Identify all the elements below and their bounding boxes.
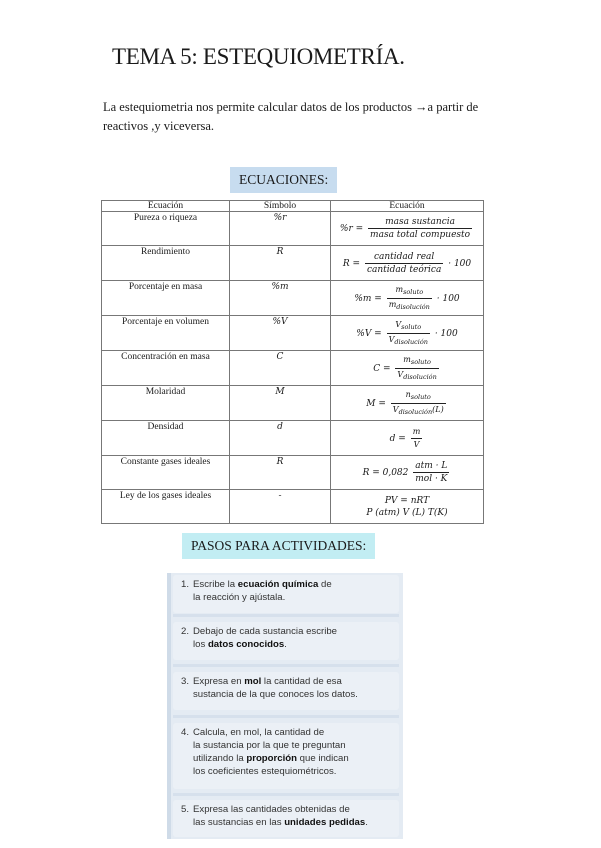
denominator-tail: (L) <box>432 404 444 414</box>
header-equation: Ecuación <box>331 201 484 212</box>
row-name: Constante gases ideales <box>102 456 230 490</box>
table-row <box>102 490 484 524</box>
formula-numerator: n <box>405 389 411 399</box>
step-2 <box>173 622 399 660</box>
step-text: sustancia de la que conoces los datos. <box>193 689 358 700</box>
row-formula <box>331 246 484 281</box>
step-text: . <box>365 817 368 828</box>
row-symbol: %V <box>230 316 331 351</box>
row-name: Pureza o riqueza <box>102 212 230 246</box>
step-bold: mol <box>244 676 262 687</box>
table-row <box>102 316 484 351</box>
step-divider <box>173 664 399 667</box>
step-divider <box>173 715 399 718</box>
step-bold: datos conocidos <box>207 639 285 650</box>
formula-denominator: V <box>397 369 404 379</box>
step-number: 5. <box>181 804 190 815</box>
row-symbol: C <box>230 351 331 386</box>
table-row <box>102 456 484 490</box>
row-symbol: %r <box>230 212 331 246</box>
step-text: Expresa en <box>193 676 245 687</box>
row-symbol: M <box>230 386 331 421</box>
step-number: 3. <box>181 676 190 687</box>
row-formula <box>331 281 484 316</box>
row-name: Porcentaje en volumen <box>102 316 230 351</box>
step-text: Expresa las cantidades obtenidas de <box>193 804 350 815</box>
step-text: la reacción y ajústala. <box>193 592 286 603</box>
table-row <box>102 281 484 316</box>
step-text: Debajo de cada sustancia escribe <box>193 626 337 637</box>
row-symbol: R <box>230 246 331 281</box>
page-title: TEMA 5: ESTEQUIOMETRÍA. <box>112 44 405 69</box>
formula-numerator: V <box>395 319 402 329</box>
step-text: las sustancias en las <box>193 817 285 828</box>
step-3 <box>173 672 399 710</box>
table-row <box>102 246 484 281</box>
steps-label: PASOS PARA ACTIVIDADES: <box>182 533 375 559</box>
formula-denominator: V <box>392 404 399 414</box>
header-name: Ecuación <box>102 201 230 212</box>
step-bold: ecuación química <box>237 579 319 590</box>
row-formula <box>331 316 484 351</box>
row-name: Rendimiento <box>102 246 230 281</box>
formula-denominator: m <box>388 299 397 309</box>
step-divider <box>173 614 399 617</box>
step-5 <box>173 800 399 837</box>
step-text: Escribe la <box>193 579 238 590</box>
formula-denominator: cantidad teórica <box>366 264 442 275</box>
denominator-subscript: disolución <box>396 302 430 311</box>
row-name: Concentración en masa <box>102 351 230 386</box>
row-formula <box>331 456 484 490</box>
step-text: la sustancia por la que te preguntan <box>193 740 346 751</box>
table-row <box>102 386 484 421</box>
row-formula <box>331 386 484 421</box>
step-4 <box>173 723 399 789</box>
step-text: de <box>318 579 332 590</box>
denominator-subscript: disolución <box>398 407 433 416</box>
header-symbol: Símbolo <box>230 201 331 212</box>
table-row <box>102 351 484 386</box>
row-name: Densidad <box>102 421 230 456</box>
steps-panel <box>167 573 403 839</box>
formula-lhs: d = <box>389 433 406 444</box>
numerator-subscript: soluto <box>410 392 431 401</box>
intro-paragraph: La estequiometria nos permite calcular datos de los productos →a partir de reactivos ,y viceversa. <box>103 100 479 133</box>
formula-tail: · 100 <box>448 258 472 269</box>
row-name: Porcentaje en masa <box>102 281 230 316</box>
formula-denominator: V <box>413 439 420 449</box>
equations-label: ECUACIONES: <box>230 167 337 193</box>
formula-lhs: %m = <box>354 293 382 304</box>
row-symbol: %m <box>230 281 331 316</box>
step-number: 4. <box>181 727 190 738</box>
row-formula <box>331 421 484 456</box>
row-symbol: R <box>230 456 331 490</box>
formula-line-1: PV = nRT <box>384 495 430 506</box>
step-divider <box>173 793 399 796</box>
formula-numerator: m <box>403 354 411 364</box>
formula-tail: · 100 <box>436 293 460 304</box>
step-text: los coeficientes estequiométricos. <box>193 766 337 777</box>
denominator-subscript: disolución <box>394 337 428 346</box>
numerator-subscript: soluto <box>410 357 431 366</box>
step-text: . <box>284 639 287 650</box>
row-name: Molaridad <box>102 386 230 421</box>
table-row <box>102 421 484 456</box>
formula-line-2: P (atm) V (L) T(K) <box>366 507 448 518</box>
numerator-subscript: soluto <box>401 322 422 331</box>
step-bold: proporción <box>246 753 297 764</box>
step-number: 2. <box>181 626 190 637</box>
step-text: la cantidad de esa <box>261 676 342 687</box>
formula-lhs: %V = <box>356 328 382 339</box>
step-text: Calcula, en mol, la cantidad de <box>193 727 325 738</box>
formula-lhs: %r = <box>339 224 364 234</box>
formula-denominator: mol · K <box>415 474 448 484</box>
formula-lhs: M = <box>366 398 386 409</box>
step-text: los <box>193 639 208 650</box>
row-formula <box>331 490 484 524</box>
formula-numerator: masa sustancia <box>368 216 472 229</box>
formula-numerator: m <box>411 426 423 439</box>
formula-lhs: C = <box>373 363 391 374</box>
formula-denominator: masa total compuesto <box>370 230 471 240</box>
formula-tail: · 100 <box>434 328 458 339</box>
formula-denominator: V <box>388 334 395 344</box>
numerator-subscript: soluto <box>403 287 424 296</box>
table-row <box>102 212 484 246</box>
formula-numerator: cantidad real <box>365 251 443 264</box>
formula-lhs: R = <box>342 258 361 269</box>
denominator-subscript: disolución <box>403 372 437 381</box>
row-formula <box>331 212 484 246</box>
formula-numerator: m <box>395 284 404 294</box>
row-symbol: - <box>230 490 331 524</box>
table-header-row <box>102 201 484 212</box>
step-1 <box>173 575 399 613</box>
equations-table <box>101 200 484 524</box>
step-text: utilizando la <box>193 753 247 764</box>
row-symbol: d <box>230 421 331 456</box>
row-name: Ley de los gases ideales <box>102 490 230 524</box>
step-number: 1. <box>181 579 190 590</box>
step-bold: unidades pedidas <box>284 817 366 828</box>
formula-lhs: R = 0,082 <box>362 468 409 478</box>
row-formula <box>331 351 484 386</box>
formula-numerator: atm · L <box>413 460 449 473</box>
step-text: que indican <box>296 753 349 764</box>
